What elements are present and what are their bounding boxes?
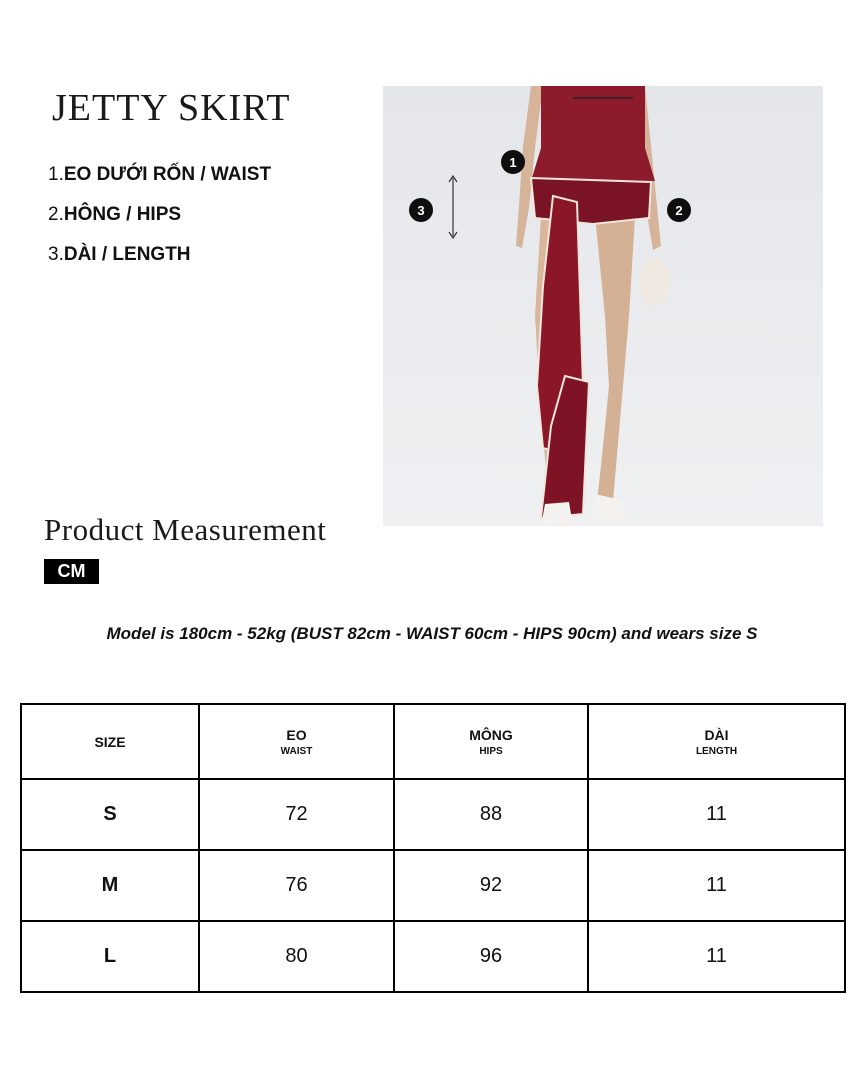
header-waist-sublabel: WAIST [280, 745, 313, 757]
product-title: JETTY SKIRT [52, 87, 291, 129]
section-title: Product Measurement [44, 512, 327, 547]
hips-cell: 88 [394, 779, 588, 850]
measure-marker-2: 2 [667, 198, 691, 222]
measure-point-label: HÔNG / HIPS [63, 204, 182, 225]
measure-point-number: 3. [48, 244, 64, 265]
header-waist-label: EO [286, 726, 307, 743]
size-cell: M [21, 850, 199, 921]
header-length [588, 704, 845, 779]
table-row [21, 921, 845, 992]
header-length-label: DÀI [704, 726, 729, 743]
measure-marker-3: 3 [409, 198, 433, 222]
header-length-sublabel: LENGTH [695, 745, 738, 757]
header-hips [394, 704, 588, 779]
measurement-points-list [48, 160, 271, 280]
length-cell: 11 [588, 850, 845, 921]
measure-point-item [48, 160, 271, 200]
waist-cell: 80 [199, 921, 394, 992]
model-info-text: Model is 180cm - 52kg (BUST 82cm - WAIST 60cm - HIPS 90cm) and wears size S [106, 624, 758, 643]
size-chart-table [20, 703, 846, 993]
measure-point-item [48, 200, 271, 240]
model-illustration [383, 86, 823, 526]
measure-marker-1: 1 [501, 150, 525, 174]
table-row [21, 779, 845, 850]
unit-badge: CM [44, 559, 99, 584]
measure-point-label: EO DƯỚI RỐN / WAIST [63, 164, 272, 185]
size-cell: S [21, 779, 199, 850]
product-photo [383, 86, 823, 526]
table-row [21, 850, 845, 921]
header-waist [199, 704, 394, 779]
hips-cell: 92 [394, 850, 588, 921]
size-cell: L [21, 921, 199, 992]
measure-point-number: 1. [48, 164, 64, 185]
header-hips-sublabel: HIPS [479, 745, 503, 757]
measure-point-item [48, 240, 271, 280]
length-cell: 11 [588, 921, 845, 992]
table-header-row [21, 704, 845, 779]
length-cell: 11 [588, 779, 845, 850]
measure-point-number: 2. [48, 204, 64, 225]
header-hips-label: MÔNG [469, 726, 513, 743]
hips-cell: 96 [394, 921, 588, 992]
waist-cell: 76 [199, 850, 394, 921]
measure-point-label: DÀI / LENGTH [63, 244, 191, 265]
header-size [21, 704, 199, 779]
header-size-label: SIZE [94, 733, 126, 750]
waist-cell: 72 [199, 779, 394, 850]
